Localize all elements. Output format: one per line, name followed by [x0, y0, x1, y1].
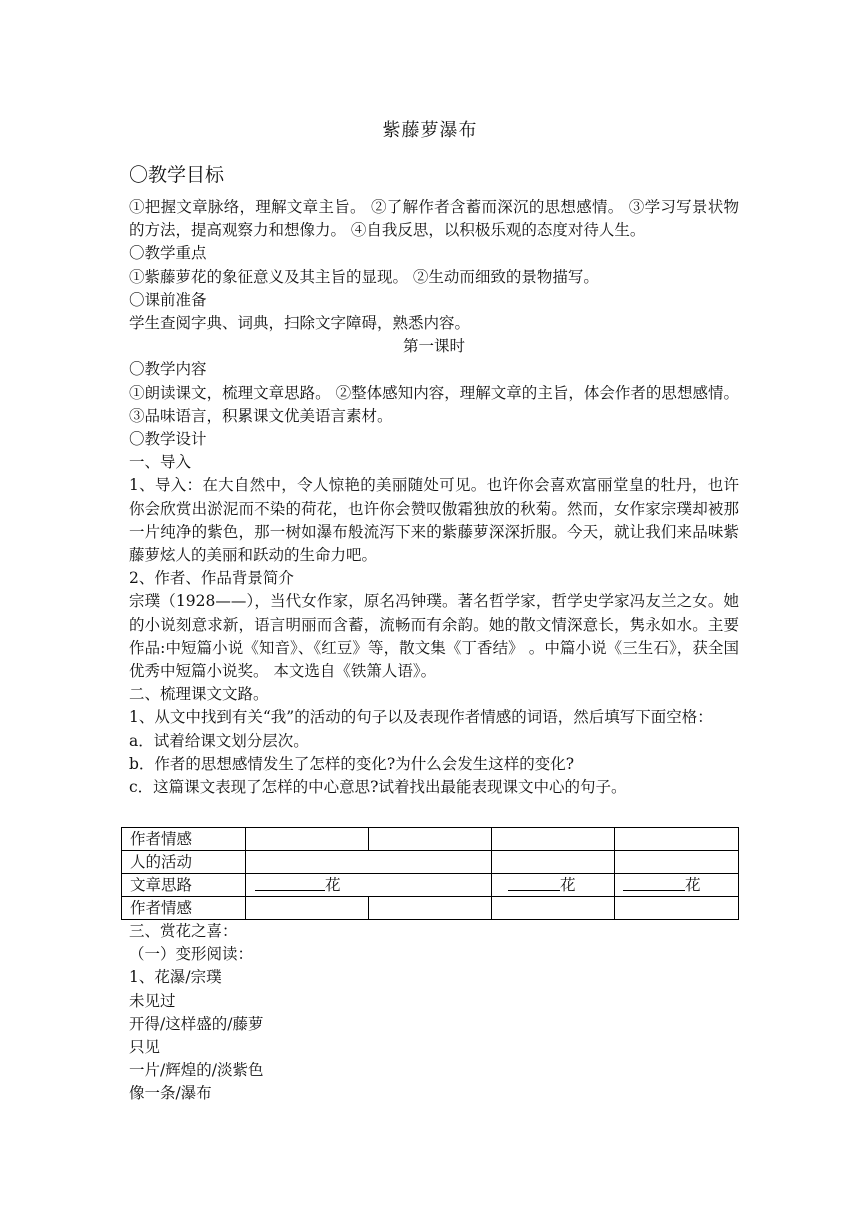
- flower-word: 花: [685, 876, 701, 894]
- poem-line: 一片/辉煌的/淡紫色: [129, 1061, 264, 1080]
- intro-text: 1、导入：在大自然中，令人惊艳的美丽随处可见。也许你会喜欢富丽堂皇的牡丹，也许你会欣赏出淤泥而不染的荷花，也许你会赞叹傲霜独放的秋菊。然而，女作家宗璞却被那一片纯净的紫色，那一树如瀑布般流泻下来的紫藤萝深深折服。今天，就让我们来品味紫藤萝炫人的美丽和跃动的生命力吧。: [129, 476, 739, 565]
- table-cell: [246, 897, 369, 920]
- flower-word: 花: [325, 876, 341, 894]
- table-cell-label: 作者情感: [122, 897, 246, 920]
- section1-heading: 一、导入: [129, 453, 192, 472]
- table-cell: [246, 828, 369, 851]
- fill-blank: [508, 874, 560, 891]
- table-cell-label: 作者情感: [122, 828, 246, 851]
- table-cell: [615, 897, 739, 920]
- table-row: [122, 874, 739, 897]
- goals-text: ①把握文章脉络，理解文章主旨。 ②了解作者含蓄而深沉的思想感情。 ③学习写景状物的方法，提高观察力和想像力。 ④自我反思，以积极乐观的态度对待人生。: [129, 198, 739, 240]
- poem-line: 像一条/瀑布: [129, 1084, 212, 1103]
- focus-heading: 〇教学重点: [129, 244, 207, 263]
- focus-text: ①紫藤萝花的象征意义及其主旨的显现。 ②生动而细致的景物描写。: [129, 267, 599, 286]
- fill-blank: [623, 874, 685, 891]
- sub1-heading: （一）变形阅读：: [129, 945, 254, 964]
- table-row: [122, 897, 739, 920]
- table-cell: [369, 828, 492, 851]
- table-cell-label: 文章思路: [122, 874, 246, 897]
- goals-heading: 〇教学目标: [129, 164, 225, 186]
- table-cell: [615, 828, 739, 851]
- table-cell: [246, 851, 492, 874]
- table-cell: [492, 851, 615, 874]
- section3-content: [129, 920, 739, 1106]
- poem-line: 只见: [129, 1038, 161, 1057]
- poem-line: 开得/这样盛的/藤萝: [129, 1014, 264, 1033]
- lesson-label: 第一课时: [402, 337, 465, 356]
- table-cell: [615, 874, 739, 897]
- task-a: a．试着给课文划分层次。: [129, 731, 309, 750]
- flower-word: 花: [560, 876, 576, 894]
- background-heading: 2、作者、作品背景简介: [129, 569, 294, 588]
- design-heading: 〇教学设计: [129, 430, 207, 449]
- table-cell: [492, 874, 615, 897]
- table-cell: [492, 828, 615, 851]
- fill-blank: [255, 874, 325, 891]
- background-text: 宗璞（1928——），当代女作家，原名冯钟璞。著名哲学家，哲学史学家冯友兰之女。她的小说刻意求新，语言明丽而含蓄，流畅而有余韵。她的散文情深意长，隽永如水。主要作品:中短篇小说《知音》、《红豆》等，散文集《丁香结》 。中篇小说《三生石》，获全国优秀中短篇小说奖。 本文选自《铁箫人语》。: [129, 592, 739, 681]
- document-title: 紫藤萝瀑布: [382, 120, 478, 141]
- table-cell-label: 人的活动: [122, 851, 246, 874]
- table-row: [122, 828, 739, 851]
- content-text: ①朗读课文，梳理文章思路。 ②整体感知内容，理解文章的主旨，体会作者的思想感情。③品味语言，积累课文优美语言素材。: [129, 383, 739, 425]
- prep-heading: 〇课前准备: [129, 290, 207, 309]
- table-cell: [492, 897, 615, 920]
- table-cell: [369, 897, 492, 920]
- poem-title: 1、花瀑/宗璞: [129, 968, 222, 987]
- content-heading: 〇教学内容: [129, 360, 207, 379]
- task-b: b．作者的思想感情发生了怎样的变化?为什么会发生这样的变化?: [129, 754, 575, 773]
- section3-heading: 三、赏花之喜：: [129, 922, 238, 940]
- section2-heading: 二、梳理课文文路。: [129, 685, 269, 704]
- task1-text: 1、从文中找到有关“我”的活动的句子以及表现作者情感的词语，然后填写下面空格：: [129, 708, 713, 727]
- analysis-table: [121, 827, 739, 920]
- poem-line: 未见过: [129, 991, 176, 1010]
- task-c: c．这篇课文表现了怎样的中心意思?试着找出最能表现课文中心的句子。: [129, 778, 627, 797]
- table-cell: [246, 874, 492, 897]
- table-row: [122, 851, 739, 874]
- table-cell: [615, 851, 739, 874]
- main-content: [129, 196, 739, 799]
- prep-text: 学生查阅字典、词典，扫除文字障碍，熟悉内容。: [129, 314, 471, 333]
